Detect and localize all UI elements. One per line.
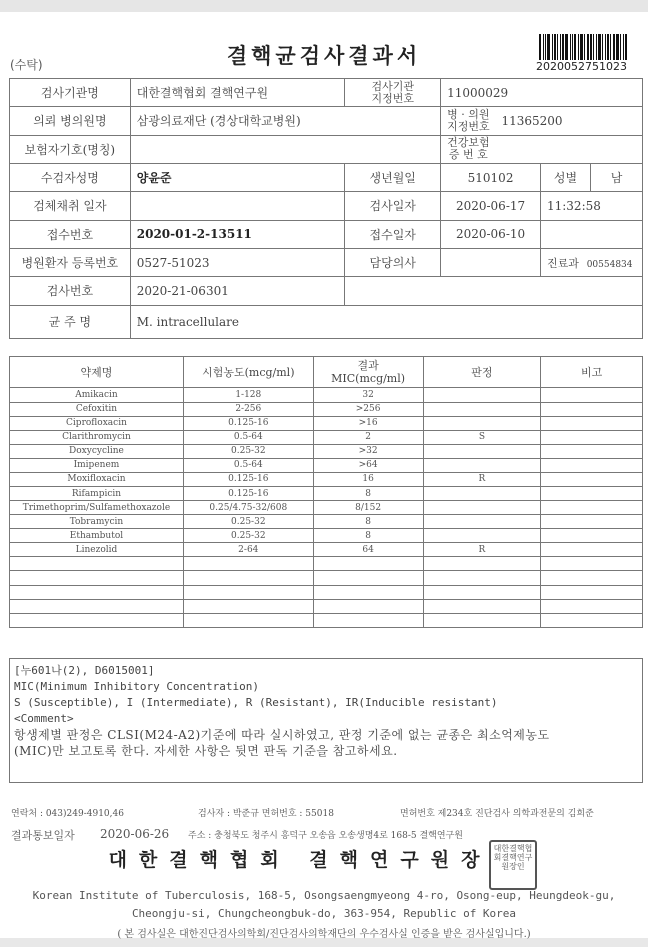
cell-interp	[423, 585, 541, 599]
cell-mic	[313, 585, 423, 599]
col-drug: 약제명	[10, 357, 184, 388]
notes-legend: S (Susceptible), I (Intermediate), R (Resistant), IR(Inducible resistant)	[14, 696, 498, 709]
patient-label: 수검자성명	[10, 163, 131, 191]
cell-drug: Moxifloxacin	[10, 472, 184, 486]
inst-code-value: 11000029	[441, 79, 643, 107]
cell-drug	[10, 571, 184, 585]
hosp-reg-label: 병원환자 등록번호	[10, 248, 131, 276]
sample-date-value	[130, 192, 345, 220]
doctor-value	[441, 248, 541, 276]
cell-range: 0.5-64	[183, 458, 313, 472]
cell-note	[541, 388, 643, 402]
cell-mic	[313, 557, 423, 571]
cell-interp	[423, 529, 541, 543]
table-row	[10, 585, 643, 599]
dept-label: 진료과	[546, 256, 579, 270]
cell-drug: Ethambutol	[10, 529, 184, 543]
cell-range	[183, 585, 313, 599]
cell-interp: R	[423, 543, 541, 557]
notes-comment-1: 항생제별 판정은 CLSI(M24-A2)기준에 따라 실시하였고, 판정 기준에 없는 균종은 최소억제농도	[14, 728, 550, 742]
cell-range: 0.25-32	[183, 444, 313, 458]
cell-range	[183, 599, 313, 613]
cell-note	[541, 571, 643, 585]
cell-range: 2-256	[183, 402, 313, 416]
cell-note	[541, 416, 643, 430]
cell-note	[541, 543, 643, 557]
col-note: 비고	[541, 357, 643, 388]
doc-type: (수탁)	[10, 58, 43, 72]
insurance-no-label: 건강보험 증 번 호	[447, 136, 490, 162]
cell-interp	[423, 458, 541, 472]
exam-no-extra	[345, 277, 643, 305]
dob-label: 생년월일	[345, 163, 441, 191]
cell-mic: >64	[313, 458, 423, 472]
cell-mic: >256	[313, 402, 423, 416]
barcode-number: 2020052751023	[536, 60, 627, 73]
clinic-code-cell	[441, 107, 643, 135]
doctor-label: 담당의사	[345, 248, 441, 276]
notes-comment-2: (MIC)만 보고토록 한다. 자세한 사항은 뒷면 판독 기준을 참고하세요.	[14, 744, 398, 758]
table-row	[10, 486, 643, 500]
cell-note	[541, 486, 643, 500]
cell-drug: Amikacin	[10, 388, 184, 402]
col-interp: 판정	[423, 357, 541, 388]
cell-note	[541, 402, 643, 416]
cell-range: 0.125-16	[183, 472, 313, 486]
cell-mic: 8	[313, 515, 423, 529]
receipt-date-value: 2020-06-10	[441, 220, 541, 248]
cell-drug	[10, 557, 184, 571]
cell-drug: Cefoxitin	[10, 402, 184, 416]
cell-mic: 8/152	[313, 501, 423, 515]
footer-license: 면허번호 제234호 진단검사 의학과전문의 김희준	[400, 809, 594, 819]
table-row	[10, 543, 643, 557]
address-en-2: Cheongju-si, Chungcheongbuk-do, 363-954, Republic of Korea	[131, 907, 517, 920]
cell-drug	[10, 599, 184, 613]
cell-interp	[423, 486, 541, 500]
cell-interp	[423, 557, 541, 571]
test-date-value: 2020-06-17	[441, 192, 541, 220]
hospital-label: 의뢰 병의원명	[10, 107, 131, 135]
insured-value	[130, 135, 440, 163]
test-time-value: 11:32:58	[540, 192, 642, 220]
cell-interp	[423, 599, 541, 613]
info-table	[9, 78, 643, 339]
report-date-label: 결과통보일자	[11, 829, 75, 842]
cell-interp	[423, 515, 541, 529]
dept-code: 00554834	[586, 259, 633, 270]
cell-note	[541, 515, 643, 529]
drug-table	[9, 356, 643, 628]
receipt-date-extra	[540, 220, 642, 248]
official-seal: 대한결핵협회결핵연구원장인	[489, 840, 537, 890]
cell-mic: 16	[313, 472, 423, 486]
notes-comment-label: <Comment>	[14, 712, 74, 725]
cell-mic: >16	[313, 416, 423, 430]
receipt-no-value: 2020-01-2-13511	[130, 220, 345, 248]
dept-cell	[540, 248, 642, 276]
cell-mic: 32	[313, 388, 423, 402]
cell-mic: >32	[313, 444, 423, 458]
hospital-value: 삼광의료재단 (경상대학교병원)	[130, 107, 440, 135]
notes-mic-def: MIC(Minimum Inhibitory Concentration)	[14, 680, 260, 693]
cell-interp	[423, 444, 541, 458]
cell-note	[541, 472, 643, 486]
cell-note	[541, 458, 643, 472]
cell-range: 1-128	[183, 388, 313, 402]
cell-note	[541, 599, 643, 613]
insurance-no-cell	[441, 135, 643, 163]
clinic-code-label: 병 · 의원 지정번호	[447, 107, 490, 133]
table-row	[10, 444, 643, 458]
table-row	[10, 388, 643, 402]
cell-note	[541, 430, 643, 444]
hosp-reg-value: 0527-51023	[130, 248, 345, 276]
col-range: 시험농도(mcg/ml)	[183, 357, 313, 388]
cell-drug: Imipenem	[10, 458, 184, 472]
cell-mic	[313, 599, 423, 613]
notes-code: [누601나(2), D6015001]	[14, 664, 155, 677]
cell-note	[541, 585, 643, 599]
table-row	[10, 416, 643, 430]
sample-date-label: 검체채취 일자	[10, 192, 131, 220]
cell-mic: 8	[313, 529, 423, 543]
cell-drug: Trimethoprim/Sulfamethoxazole	[10, 501, 184, 515]
cell-interp: R	[423, 472, 541, 486]
cell-interp	[423, 501, 541, 515]
cell-mic	[313, 571, 423, 585]
cell-interp	[423, 571, 541, 585]
notes-box	[9, 658, 643, 783]
inst-code-label: 검사기관 지정번호	[345, 79, 441, 107]
cell-mic: 8	[313, 486, 423, 500]
cell-interp: S	[423, 430, 541, 444]
receipt-no-label: 접수번호	[10, 220, 131, 248]
cell-range: 0.25/4.75-32/608	[183, 501, 313, 515]
sex-label: 성별	[540, 163, 590, 191]
institution-value: 대한결핵협회 결핵연구원	[130, 79, 345, 107]
cell-range	[183, 557, 313, 571]
insured-label: 보험자기호(명칭)	[10, 135, 131, 163]
table-row	[10, 501, 643, 515]
cell-drug	[10, 613, 184, 627]
cell-drug: Clarithromycin	[10, 430, 184, 444]
clinic-code-value: 11365200	[501, 113, 563, 128]
cell-note	[541, 557, 643, 571]
cell-interp	[423, 388, 541, 402]
cell-range: 0.5-64	[183, 430, 313, 444]
cell-range: 0.125-16	[183, 416, 313, 430]
table-row	[10, 458, 643, 472]
table-row	[10, 472, 643, 486]
cell-note	[541, 613, 643, 627]
cell-note	[541, 501, 643, 515]
patient-name: 양윤준	[130, 163, 345, 191]
table-row	[10, 430, 643, 444]
table-row	[10, 599, 643, 613]
footer-contact: 연락처 : 043)249-4910,46	[11, 809, 124, 819]
sex-value: 남	[590, 163, 642, 191]
table-row	[10, 402, 643, 416]
institution-label: 검사기관명	[10, 79, 131, 107]
organism-value: M. intracellulare	[130, 305, 642, 339]
cell-interp	[423, 402, 541, 416]
dob-value: 510102	[441, 163, 541, 191]
cell-range: 0.25-32	[183, 529, 313, 543]
cell-drug: Ciprofloxacin	[10, 416, 184, 430]
exam-no-value: 2020-21-06301	[130, 277, 345, 305]
table-row	[10, 515, 643, 529]
footer-address-ko: 주소 : 충청북도 청주시 흥덕구 오송읍 오송생명4로 168-5 결핵연구원	[188, 831, 463, 841]
report-date-value: 2020-06-26	[100, 827, 170, 841]
exam-no-label: 검사번호	[10, 277, 131, 305]
cell-range: 0.25-32	[183, 515, 313, 529]
cell-range	[183, 613, 313, 627]
cell-mic: 2	[313, 430, 423, 444]
cell-drug	[10, 585, 184, 599]
cell-note	[541, 529, 643, 543]
table-row	[10, 613, 643, 627]
scan-edge	[0, 0, 648, 12]
col-mic: 결과 MIC(mcg/ml)	[313, 357, 423, 388]
certification-note: ( 본 검사실은 대한진단검사의학회/진단검사의학재단의 우수검사실 인증을 받은 검사실입니다.)	[117, 929, 531, 940]
table-row	[10, 557, 643, 571]
receipt-date-label: 접수일자	[345, 220, 441, 248]
cell-drug: Tobramycin	[10, 515, 184, 529]
org-name: 대한결핵협회 결핵연구원장	[108, 849, 492, 871]
cell-mic: 64	[313, 543, 423, 557]
cell-drug: Doxycycline	[10, 444, 184, 458]
cell-mic	[313, 613, 423, 627]
table-row	[10, 529, 643, 543]
cell-note	[541, 444, 643, 458]
page-title: 결핵균검사결과서	[226, 43, 422, 68]
table-row	[10, 571, 643, 585]
address-en-1: Korean Institute of Tuberculosis, 168-5, Osongsaengmyeong 4-ro, Osong-eup, Heungdeok-gu,	[32, 889, 616, 902]
cell-interp	[423, 613, 541, 627]
cell-range: 2-64	[183, 543, 313, 557]
footer-examiner: 검사자 : 박준규 면허번호 : 55018	[198, 809, 334, 819]
cell-drug: Rifampicin	[10, 486, 184, 500]
cell-interp	[423, 416, 541, 430]
cell-range: 0.125-16	[183, 486, 313, 500]
barcode-icon	[539, 34, 635, 60]
cell-drug: Linezolid	[10, 543, 184, 557]
organism-label: 균 주 명	[10, 305, 131, 339]
cell-range	[183, 571, 313, 585]
test-date-label: 검사일자	[345, 192, 441, 220]
